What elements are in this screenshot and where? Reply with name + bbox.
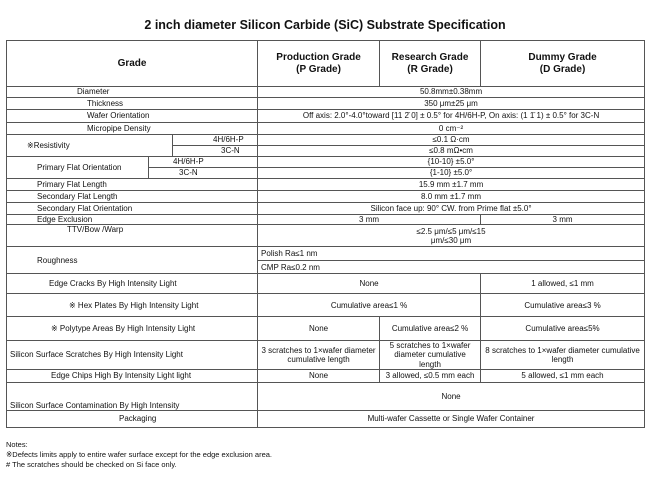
header-research-sub: (R Grade) <box>407 63 453 75</box>
spec-table <box>6 40 645 428</box>
header-production-label: Production Grade <box>276 52 361 63</box>
value-resistivity-1: ≤0.1 Ω·cm <box>258 135 645 146</box>
value-ttv-line2: μm/≤30 μm <box>430 235 472 245</box>
value-micropipe: 0 cm⁻² <box>258 123 645 135</box>
row-primary-flat-length <box>7 179 645 191</box>
value-edge-chips-p: None <box>258 369 380 382</box>
label-thickness: Thickness <box>7 98 258 110</box>
label-primary-flat-length: Primary Flat Length <box>7 179 258 191</box>
row-edge-chips <box>7 369 645 382</box>
value-edge-exclusion-d: 3 mm <box>481 215 645 225</box>
notes <box>6 440 272 470</box>
label-edge-chips: Edge Chips High By Intensity Light light <box>7 369 258 382</box>
row-ttv <box>7 225 645 247</box>
label-diameter: Diameter <box>7 87 258 98</box>
row-resistivity-1 <box>7 135 645 146</box>
label-edge-exclusion: Edge Exclusion <box>7 215 258 225</box>
value-packaging: Multi-wafer Cassette or Single Wafer Container <box>258 410 645 427</box>
value-edge-chips-r: 3 allowed, ≤0.5 mm each <box>380 369 481 382</box>
notes-heading: Notes: <box>6 440 28 449</box>
label-micropipe: Micropipe Density <box>7 123 258 135</box>
sub-resistivity-1: 4H/6H-P <box>173 135 258 146</box>
header-production <box>258 41 380 87</box>
value-edge-cracks-pr: None <box>258 274 481 294</box>
value-contamination: None <box>258 382 645 410</box>
value-polytype-r: Cumulative area≤2 % <box>380 317 481 341</box>
value-primary-flat-length: 15.9 mm ±1.7 mm <box>258 179 645 191</box>
row-secondary-flat-orientation <box>7 203 645 215</box>
row-wafer-orientation <box>7 110 645 123</box>
value-edge-chips-d: 5 allowed, ≤1 mm each <box>481 369 645 382</box>
label-secondary-flat-length: Secondary Flat Length <box>7 191 258 203</box>
sub-primary-flat-1: 4H/6H-P <box>149 157 258 168</box>
label-packaging: Packaging <box>7 410 258 427</box>
value-polytype-p: None <box>258 317 380 341</box>
value-secondary-flat-length: 8.0 mm ±1.7 mm <box>258 191 645 203</box>
row-roughness-1 <box>7 247 645 261</box>
row-scratches <box>7 341 645 370</box>
value-wafer-orientation: Off axis: 2.0°-4.0°toward [11 2̄ 0] ± 0.5° for 4H/6H-P, On axis: (1 1̄ 1) ± 0.5° for 3C-N <box>258 110 645 123</box>
row-micropipe <box>7 123 645 135</box>
value-secondary-flat-orientation: Silicon face up: 90° CW. from Prime flat ±5.0° <box>258 203 645 215</box>
label-hex-plates: ※ Hex Plates By High Intensity Light <box>7 294 258 317</box>
header-row <box>7 41 645 87</box>
row-edge-exclusion <box>7 215 645 225</box>
header-research <box>380 41 481 87</box>
row-thickness <box>7 98 645 110</box>
value-edge-exclusion-pr: 3 mm <box>258 215 481 225</box>
label-secondary-flat-orientation: Secondary Flat Orientation <box>7 203 258 215</box>
label-resistivity: ※Resistivity <box>7 135 173 157</box>
value-ttv-line1: ≤2.5 μm/≤5 μm/≤15 <box>416 226 486 236</box>
header-research-label: Research Grade <box>391 52 469 63</box>
value-hex-plates-d: Cumulative area≤3 % <box>481 294 645 317</box>
value-thickness: 350 μm±25 μm <box>258 98 645 110</box>
label-primary-flat-orientation: Primary Flat Orientation <box>7 157 149 179</box>
sub-primary-flat-2: 3C-N <box>149 168 258 179</box>
label-ttv: TTV/Bow /Warp <box>7 225 258 247</box>
row-secondary-flat-length <box>7 191 645 203</box>
header-dummy-label: Dummy Grade <box>528 52 597 63</box>
row-polytype <box>7 317 645 341</box>
sub-resistivity-2: 3C-N <box>173 146 258 157</box>
row-primary-flat-1 <box>7 157 645 168</box>
value-hex-plates-pr: Cumulative area≤1 % <box>258 294 481 317</box>
row-hex-plates <box>7 294 645 317</box>
value-scratches-d: 8 scratches to 1×wafer diameter cumulative length <box>481 341 645 370</box>
label-polytype: ※ Polytype Areas By High Intensity Light <box>7 317 258 341</box>
notes-line-1: ※Defects limits apply to entire wafer surface except for the edge exclusion area. <box>6 450 272 459</box>
page-title: 2 inch diameter Silicon Carbide (SiC) Substrate Specification <box>144 18 506 32</box>
value-roughness-polish: Polish Ra≤1 nm <box>258 247 645 261</box>
label-edge-cracks: Edge Cracks By High Intensity Light <box>7 274 258 294</box>
row-diameter <box>7 87 645 98</box>
value-roughness-cmp: CMP Ra≤0.2 nm <box>258 261 645 274</box>
value-scratches-r: 5 scratches to 1×wafer diameter cumulative length <box>380 341 481 370</box>
row-edge-cracks <box>7 274 645 294</box>
value-primary-flat-1: {10-10} ±5.0° <box>258 157 645 168</box>
header-grade: Grade <box>7 41 258 87</box>
header-dummy <box>481 41 645 87</box>
value-edge-cracks-d: 1 allowed, ≤1 mm <box>481 274 645 294</box>
value-polytype-d: Cumulative area≤5% <box>481 317 645 341</box>
value-diameter: 50.8mm±0.38mm <box>258 87 645 98</box>
value-primary-flat-2: {1-10} ±5.0° <box>258 168 645 179</box>
label-roughness: Roughness <box>7 247 258 274</box>
value-ttv <box>258 225 645 247</box>
notes-line-2: # The scratches should be checked on Si face only. <box>6 460 177 469</box>
label-scratches: Silicon Surface Scratches By High Intensity Light <box>7 341 258 370</box>
header-dummy-sub: (D Grade) <box>539 63 586 75</box>
label-wafer-orientation: Wafer Orientation <box>7 110 258 123</box>
row-contamination <box>7 382 645 410</box>
value-resistivity-2: ≤0.8 mΩ•cm <box>258 146 645 157</box>
value-scratches-p: 3 scratches to 1×wafer diameter cumulative length <box>258 341 380 370</box>
label-contamination: Silicon Surface Contamination By High Intensity <box>7 382 258 410</box>
row-packaging <box>7 410 645 427</box>
header-production-sub: (P Grade) <box>296 63 341 75</box>
